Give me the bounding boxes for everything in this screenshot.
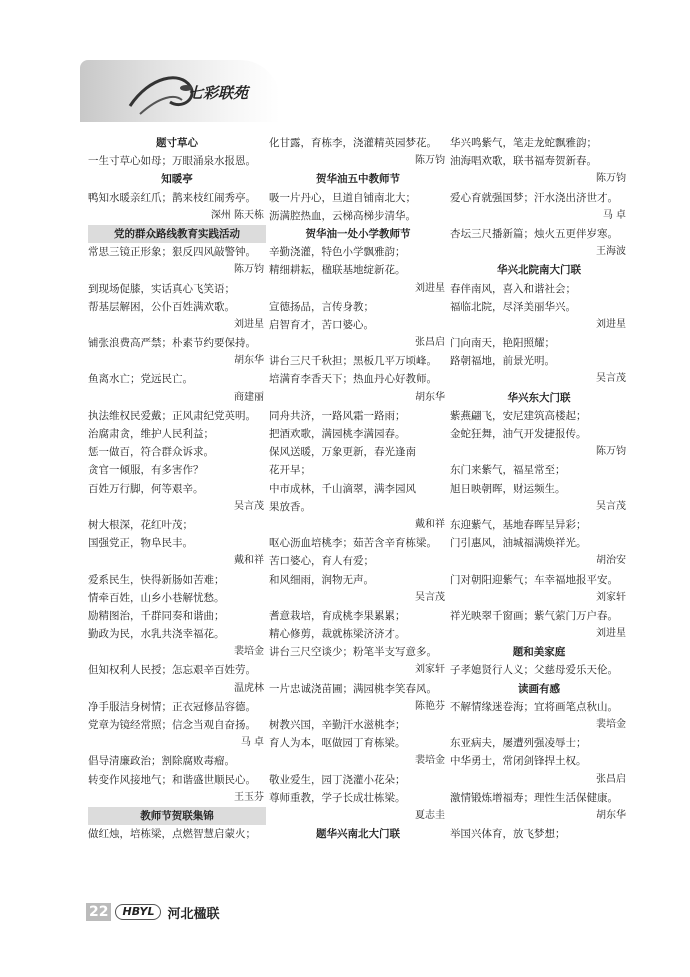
couplet-line: 惩一做百，符合群众诉求。 (88, 446, 214, 459)
couplet-title: 题寸草心 (156, 137, 198, 149)
author-name: 胡东华 (596, 809, 626, 821)
couplet-line: 华兴鸣紫气，笔走龙蛇飘雅韵； (450, 137, 597, 149)
couplet-line: 一生寸草心如母；万眼涌泉水报恩。 (88, 155, 256, 168)
couplet-line: 倡导清廉政治；割除腐败毒瘤。 (88, 755, 235, 768)
couplet-line: 中市成林，千山滴翠，满李园风 (269, 482, 416, 495)
author-name: 刘进星 (596, 628, 626, 640)
couplet-line: 治腐肃贪，维护人民利益； (88, 428, 214, 440)
couplet-line: 尊师重教，学子长成壮栋梁。 (269, 791, 406, 804)
author-name: 陈万钧 (234, 264, 264, 276)
author-name: 刘家轩 (415, 664, 445, 676)
author-name: 张昌启 (596, 773, 626, 785)
author-name: 温虎林 (234, 682, 264, 694)
magazine-name: 河北楹联 (167, 906, 220, 922)
couplet-line: 举国兴体育，放飞梦想； (450, 828, 566, 841)
couplet-line: 转变作风接地气；和谐盛世顺民心。 (88, 773, 256, 786)
couplet-line: 讲台三尺空谈少；粉笔半支写意多。 (269, 646, 437, 659)
couplet-line: 路朝福地，前景光明。 (450, 355, 555, 368)
section-title: 七彩联苑 (188, 84, 249, 102)
couplet-line: 国强党正，物阜民丰。 (88, 537, 193, 550)
author-name: 陈万钧 (415, 155, 445, 167)
couplet-title: 华兴东大门联 (507, 391, 571, 404)
page-number: 22 (86, 903, 111, 921)
couplet-line: 情牵百姓，山乡小巷解忧愁。 (88, 591, 225, 604)
couplet-line: 一片忠诚浇苗圃；满园桃李笑春风。 (269, 682, 437, 695)
couplet-line: 吸一片丹心，旦道自铺南北大； (269, 191, 416, 204)
couplet-line: 做红烛，培栋梁，点燃智慧启蒙火； (88, 828, 256, 841)
author-name: 刘进星 (234, 318, 264, 330)
couplet-line: 保风送暖，万象更新，春光逢南 (269, 446, 416, 459)
couplet-line: 东门来紫气，福星常至； (450, 464, 566, 477)
column-2 (269, 134, 447, 843)
couplet-line: 苦口婆心，育人有爱； (269, 555, 374, 568)
couplet-title: 题华兴南北大门联 (316, 828, 400, 841)
couplet-line: 讲台三尺千秋担；黑板几平万顷峰。 (269, 355, 437, 368)
couplet-line: 和风细雨，润物无声。 (269, 573, 374, 586)
couplet-line: 沥满腔热血，云梯高梯步清华。 (269, 209, 416, 222)
section-header (80, 60, 280, 122)
section-bar: 党的群众路线教育实践活动 (88, 225, 266, 243)
couplet-line: 祥光映翠千窗画；紫气萦门万户春。 (450, 609, 618, 622)
couplet-line: 油海唱欢歌，联书福寿贺新春。 (450, 155, 597, 168)
couplet-line: 辛勤浇灌，特色小学飘雅韵； (269, 246, 406, 259)
section-bar: 教师节贺联集锦 (88, 807, 266, 825)
author-name: 商建丽 (234, 391, 264, 403)
couplet-line: 把酒欢歌，满园桃李满园春。 (269, 428, 406, 440)
couplet-line: 金蛇狂舞，油气开发捷报传。 (450, 428, 587, 440)
author-name: 王玉芬 (234, 791, 264, 803)
couplet-line: 子孝媳贤行人义；父慈母爱乐天伦。 (450, 664, 618, 677)
author-name: 陈艳芬 (415, 700, 445, 712)
couplet-line: 呕心沥血培桃李；茹苦含辛育栋梁。 (269, 537, 437, 550)
couplet-line: 精细耕耘，楹联基地绽新花。 (269, 264, 406, 277)
couplet-line: 鱼离水亡；党远民亡。 (88, 373, 193, 386)
couplet-title: 贺华油一处小学教师节 (305, 227, 411, 240)
couplet-line: 百姓万行脚，何等艰辛。 (88, 482, 204, 495)
couplet-line: 树大根深，花红叶茂； (88, 518, 193, 531)
couplet-line: 勤政为民，水乳共浇幸福花。 (88, 628, 225, 641)
couplet-line: 耆意栽培，育成桃李果累累； (269, 609, 406, 622)
author-name: 吴言茂 (596, 500, 626, 512)
couplet-line: 门对朝阳迎紫气；车幸福地报平安。 (450, 573, 618, 586)
couplet-title: 题和美家庭 (512, 646, 566, 659)
couplet-line: 启智育才，苦口婆心。 (269, 318, 374, 331)
author-name: 刘进星 (596, 318, 626, 330)
author-name: 胡东华 (234, 355, 264, 367)
couplet-line: 旭日映朝晖，财运频生。 (450, 482, 566, 495)
couplet-line: 果放香。 (269, 500, 311, 513)
couplet-line: 敬业爱生，园丁浇灌小花朵； (269, 773, 406, 786)
couplet-line: 爱系民生，快得新肠如苦难； (88, 573, 225, 586)
couplet-line: 执法维权民爱戴；正风肃纪党英明。 (88, 409, 256, 422)
couplet-line: 贪官一倾服，有多害作？ (88, 464, 204, 477)
column-3 (450, 134, 628, 843)
couplet-line: 到现场促膝，实话真心飞笑语； (88, 282, 235, 295)
couplet-line: 不解情缘迷卷海；宜将画笔点秋山。 (450, 700, 618, 713)
couplet-line: 但知权利人民授；怎忘艰辛百姓劳。 (88, 664, 256, 677)
author-name: 吴言茂 (234, 500, 264, 512)
couplet-title: 华兴北院南大门联 (497, 264, 581, 277)
column-1 (88, 134, 266, 843)
couplet-line: 宣德扬品，言传身教； (269, 300, 374, 313)
couplet-line: 鸭知水暖亲红爪；鹊来枝红闹秀亭。 (88, 191, 256, 204)
couplet-line: 花开早； (269, 464, 311, 477)
couplet-line: 净手服洁身树情；正衣冠修品容德。 (88, 700, 256, 713)
couplet-line: 东亚病夫，屡遭列强凌辱士； (450, 737, 587, 750)
author-name: 裴培金 (234, 646, 264, 658)
author-name: 陈万钧 (596, 173, 626, 185)
author-name: 吴言茂 (415, 591, 445, 603)
couplet-line: 励精图治，千群同奏和谐曲； (88, 609, 225, 622)
author-name: 王海波 (596, 246, 626, 258)
couplet-line: 树教兴国，辛勤汗水滋桃李； (269, 719, 406, 731)
couplet-line: 中华勇士，常闭剑锋捍土权。 (450, 755, 587, 768)
page-footer (86, 902, 219, 922)
couplet-title: 知暖亭 (161, 173, 193, 186)
author-name: 裴培金 (596, 719, 626, 730)
author-name: 戴和祥 (234, 555, 264, 567)
couplet-line: 东迎紫气，基地春晖呈异彩； (450, 518, 587, 531)
author-name: 马 卓 (602, 209, 626, 221)
author-name: 夏志圭 (415, 809, 445, 821)
couplet-line: 春伴南风，喜入和谐社会； (450, 282, 576, 295)
couplet-line: 铺张浪费高严禁；朴素节约要保持。 (88, 337, 256, 350)
magazine-logo: HBYL (115, 904, 161, 920)
couplet-line: 党章为镜经常照；信念当观自奋扬。 (88, 719, 256, 731)
couplet-line: 化甘露，育栋李，浇灌精英园梦花。 (269, 137, 437, 149)
author-name: 陈万钧 (596, 446, 626, 458)
author-name: 刘进星 (415, 282, 445, 294)
couplet-line: 福临北院，尽泽美丽华兴。 (450, 300, 576, 313)
couplet-line: 爱心育就强国梦；汗水浇出济世才。 (450, 191, 618, 204)
couplet-line: 帮基层解困，公仆百姓满欢歌。 (88, 300, 235, 313)
author-name: 胡东华 (415, 391, 445, 403)
couplet-title: 贺华油五中教师节 (316, 173, 400, 186)
couplet-line: 常思三镜正形象；狠反四风敲警钟。 (88, 246, 256, 259)
author-name: 张昌启 (415, 337, 445, 349)
author-name: 胡治安 (596, 555, 626, 567)
couplet-line: 杏坛三尺播新篇；烛火五更伴岁寒。 (450, 227, 618, 240)
couplet-line: 培满育李香天下；热血丹心好教师。 (269, 373, 437, 386)
couplet-line: 激情锻炼增福寿；理性生活保健康。 (450, 791, 618, 804)
couplet-title: 读画有感 (518, 682, 560, 695)
author-name: 马 卓 (240, 737, 264, 749)
author-name: 刘家轩 (596, 591, 626, 603)
author-name: 裴培金 (415, 755, 445, 767)
author-name: 吴言茂 (596, 373, 626, 385)
couplet-line: 门引惠风，油城福满焕祥光。 (450, 537, 587, 550)
author-name: 戴和祥 (415, 518, 445, 530)
couplet-line: 精心修剪，裁就栋梁济济才。 (269, 628, 406, 641)
couplet-line: 紫燕翩飞，安尼建筑高楼起； (450, 409, 587, 422)
couplet-line: 育人为本，呕做园丁育栋梁。 (269, 737, 406, 750)
author-name: 深州 陈天栋 (210, 209, 264, 221)
couplet-line: 门向南天，艳阳照耀； (450, 337, 555, 350)
couplet-line: 同舟共济，一路风霜一路雨； (269, 409, 406, 422)
